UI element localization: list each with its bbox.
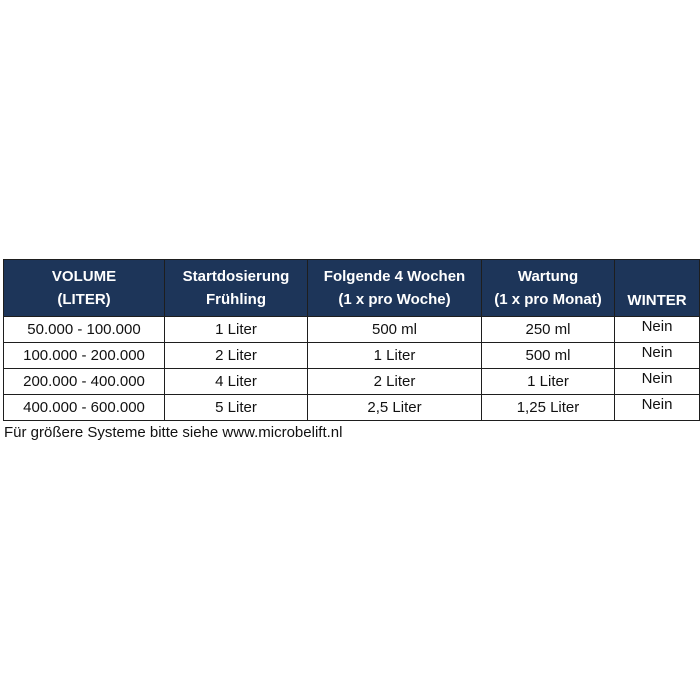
header-wartung-line2: (1 x pro Monat) (494, 291, 602, 308)
cell-winter: Nein (615, 369, 700, 395)
cell-folgende-wochen: 2 Liter (308, 369, 482, 395)
cell-wartung: 1 Liter (482, 369, 615, 395)
cell-startdosierung: 1 Liter (165, 317, 308, 343)
header-winter (615, 260, 700, 317)
header-folgende-wochen-line2: (1 x pro Woche) (338, 291, 451, 308)
header-winter-label: WINTER (627, 292, 687, 309)
cell-winter: Nein (615, 343, 700, 369)
header-row (4, 260, 700, 317)
cell-winter: Nein (615, 395, 700, 421)
cell-winter: Nein (615, 317, 700, 343)
header-wartung-line1: Wartung (517, 268, 579, 285)
header-volume-line2: (LITER) (57, 291, 111, 308)
cell-startdosierung: 4 Liter (165, 369, 308, 395)
cell-folgende-wochen: 1 Liter (308, 343, 482, 369)
table-row (4, 317, 700, 343)
cell-startdosierung: 5 Liter (165, 395, 308, 421)
header-volume-line1: VOLUME (51, 268, 117, 285)
cell-folgende-wochen: 2,5 Liter (308, 395, 482, 421)
cell-startdosierung: 2 Liter (165, 343, 308, 369)
header-startdosierung-line1: Startdosierung (182, 268, 290, 285)
header-volume (4, 260, 165, 317)
header-startdosierung-line2: Frühling (206, 291, 266, 308)
header-startdosierung (165, 260, 308, 317)
table-row (4, 395, 700, 421)
header-folgende-wochen (308, 260, 482, 317)
header-wartung (482, 260, 615, 317)
header-folgende-wochen-line1: Folgende 4 Wochen (323, 268, 466, 285)
cell-volume: 400.000 - 600.000 (4, 395, 165, 421)
dosage-table (3, 259, 700, 421)
cell-wartung: 500 ml (482, 343, 615, 369)
table-row (4, 369, 700, 395)
cell-volume: 50.000 - 100.000 (4, 317, 165, 343)
footnote: Für größere Systeme bitte siehe www.microbelift.nl (4, 424, 343, 441)
cell-volume: 200.000 - 400.000 (4, 369, 165, 395)
cell-volume: 100.000 - 200.000 (4, 343, 165, 369)
cell-wartung: 250 ml (482, 317, 615, 343)
cell-wartung: 1,25 Liter (482, 395, 615, 421)
table-row (4, 343, 700, 369)
cell-folgende-wochen: 500 ml (308, 317, 482, 343)
